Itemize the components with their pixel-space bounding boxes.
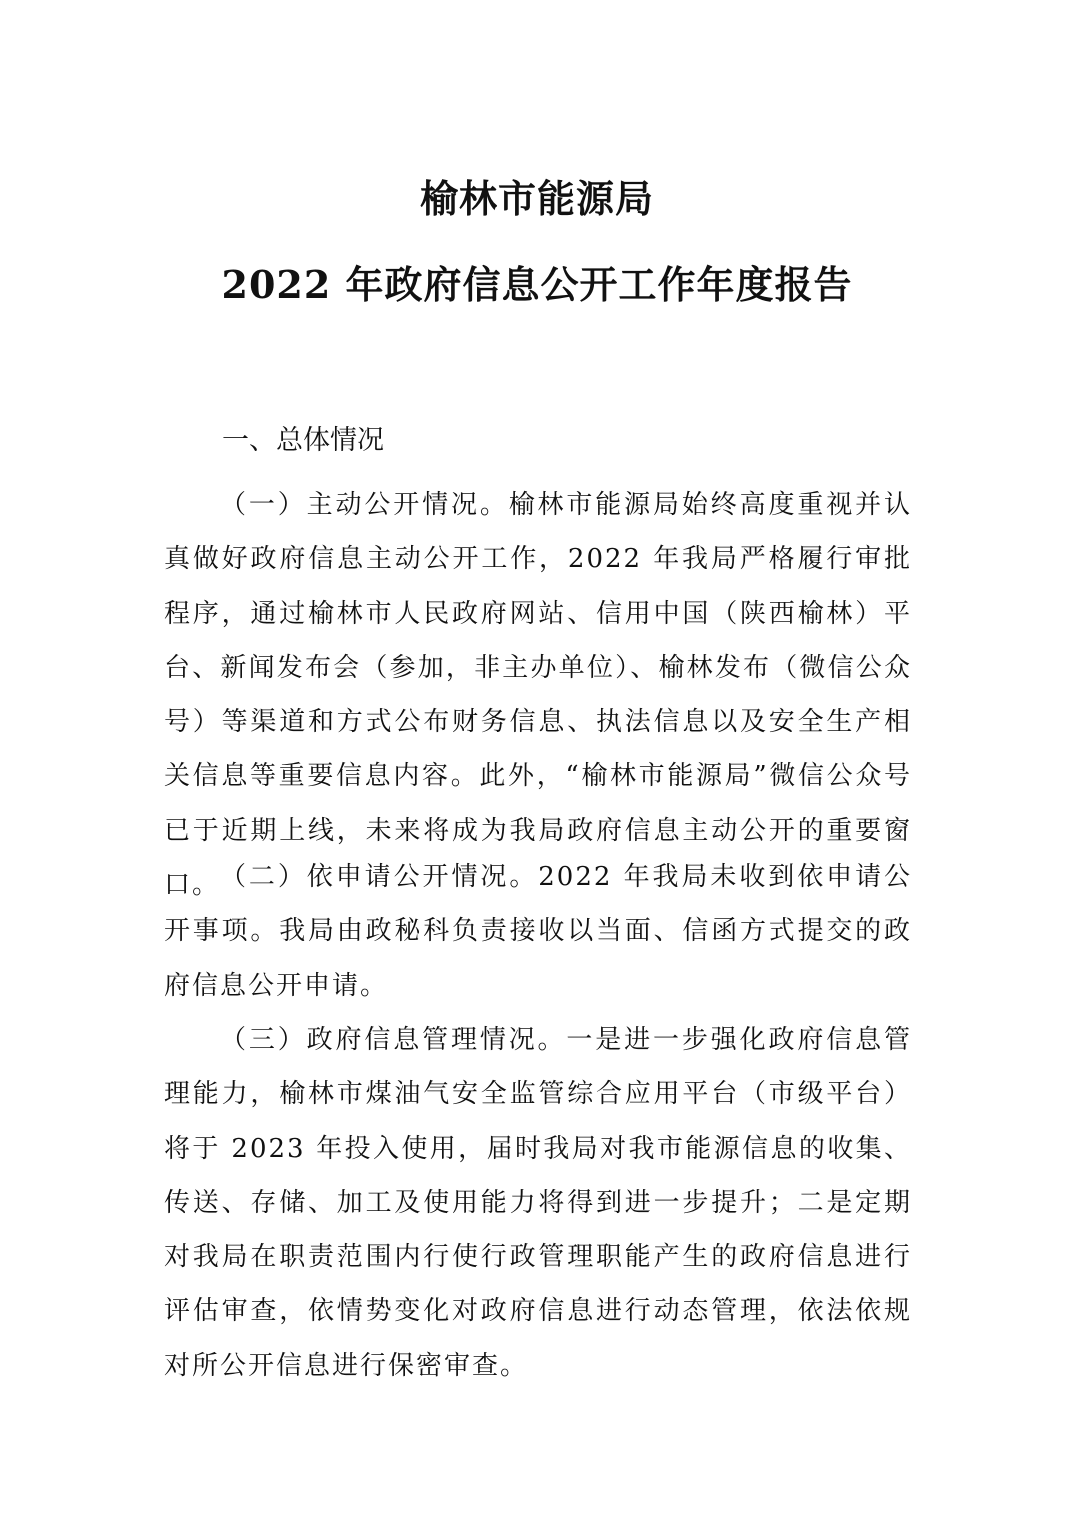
paragraph-application-disclosure: （二）依申请公开情况。2022 年我局未收到依申请公开事项。我局由政秘科负责接收以当面、信函方式提交的政府信息公开申请。 (164, 862, 912, 1001)
document-title-report: 2022 年政府信息公开工作年度报告 (221, 262, 853, 307)
paragraph-active-disclosure: （一）主动公开情况。榆林市能源局始终高度重视并认真做好政府信息主动公开工作，2022 年我局严格履行审批程序，通过榆林市人民政府网站、信用中国（陕西榆林）平台、新闻发布会（参加，非主办单位）、榆林发布（微信公众号）等渠道和方式公布财务信息、执法信息以及安全生产相关信息等重要信息内容。此外，“榆林市能源局”微信公众号已于近期上线，未来将成为我局政府信息主动公开的重要窗口。 (164, 490, 912, 901)
paragraph-information-management: （三）政府信息管理情况。一是进一步强化政府信息管理能力，榆林市煤油气安全监管综合应用平台（市级平台）将于 2023 年投入使用，届时我局对我市能源信息的收集、传送、存储、加工及使用能力将得到进一步提升；二是定期对我局在职责范围内行使行政管理职能产生的政府信息进行评估审查，依情势变化对政府信息进行动态管理，依法依规对所公开信息进行保密审查。 (164, 1025, 912, 1381)
document-title-org: 榆林市能源局 (419, 176, 654, 221)
section-heading-overview: 一、总体情况 (222, 425, 384, 456)
